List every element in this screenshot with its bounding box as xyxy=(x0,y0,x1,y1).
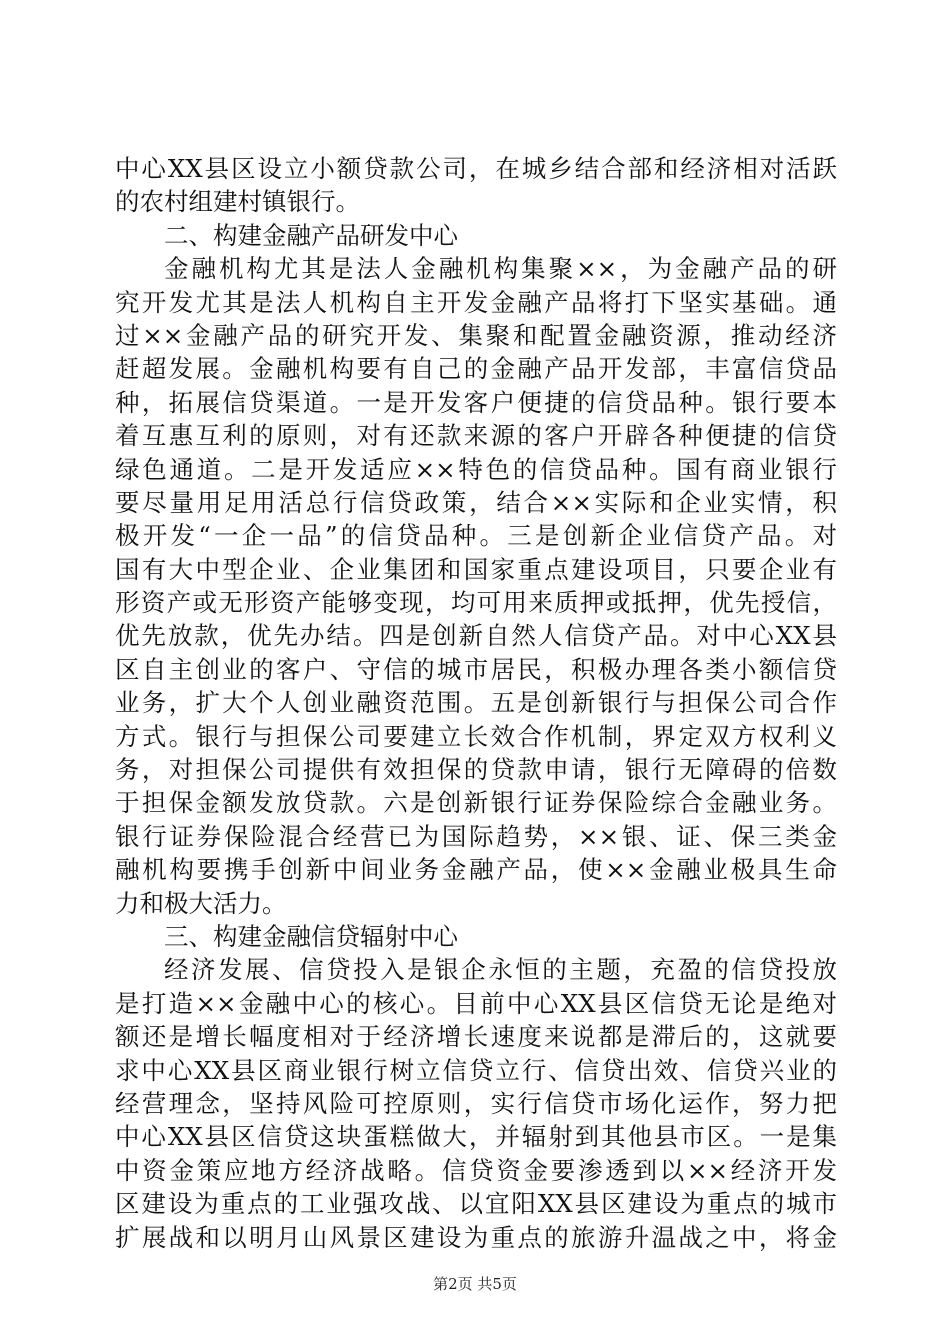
text-line: 额还是增长幅度相对于经济增长速度来说都是滞后的，这就要 xyxy=(115,1022,837,1052)
text-line: 经济发展、信贷投入是银企永恒的主题，充盈的信贷投放 xyxy=(164,955,837,985)
text-line: 于担保金额发放贷款。六是创新银行证券保险综合金融业务。 xyxy=(115,788,837,818)
text-line: 求中心XX县区商业银行树立信贷立行、信贷出效、信贷兴业的 xyxy=(115,1055,837,1085)
text-line: 经营理念，坚持风险可控原则，实行信贷市场化运作，努力把 xyxy=(115,1088,837,1118)
text-line: 融机构要携手创新中间业务金融产品，使××金融业极具生命 xyxy=(115,855,837,885)
text-line: 着互惠互利的原则，对有还款来源的客户开辟各种便捷的信贷 xyxy=(115,421,837,451)
section-heading: 三、构建金融信贷辐射中心 xyxy=(164,921,458,951)
text-line: 赶超发展。金融机构要有自己的金融产品开发部，丰富信贷品 xyxy=(115,354,837,384)
text-line: 的农村组建村镇银行。 xyxy=(115,187,360,217)
text-line: 形资产或无形资产能够变现，均可用来质押或抵押，优先授信， xyxy=(115,588,837,618)
text-line: 业务，扩大个人创业融资范围。五是创新银行与担保公司合作 xyxy=(115,688,837,718)
text-line: 绿色通道。二是开发适应××特色的信贷品种。国有商业银行 xyxy=(115,454,837,484)
text-line: 要尽量用足用活总行信贷政策，结合××实际和企业实情，积 xyxy=(115,487,837,517)
text-line: 优先放款，优先办结。四是创新自然人信贷产品。对中心XX县 xyxy=(115,621,837,651)
document-body xyxy=(115,152,837,1254)
text-line: 务，对担保公司提供有效担保的贷款申请，银行无障碍的倍数 xyxy=(115,755,837,785)
section-heading: 二、构建金融产品研发中心 xyxy=(164,220,458,250)
text-line: 区自主创业的客户、守信的城市居民，积极办理各类小额信贷 xyxy=(115,654,837,684)
text-line: 区建设为重点的工业强攻战、以宜阳XX县区建设为重点的城市 xyxy=(115,1189,837,1219)
text-line: 中资金策应地方经济战略。信贷资金要渗透到以××经济开发 xyxy=(115,1155,837,1185)
text-line: 扩展战和以明月山风景区建设为重点的旅游升温战之中，将金 xyxy=(115,1222,837,1252)
text-line: 是打造××金融中心的核心。目前中心XX县区信贷无论是绝对 xyxy=(115,988,837,1018)
page-number-footer: 第2页 共5页 xyxy=(433,1275,517,1293)
text-line: 过××金融产品的研究开发、集聚和配置金融资源，推动经济 xyxy=(115,320,837,350)
text-line: 力和极大活力。 xyxy=(115,888,287,918)
text-line: 究开发尤其是法人机构自主开发金融产品将打下坚实基础。通 xyxy=(115,287,837,317)
text-line: 中心XX县区设立小额贷款公司，在城乡结合部和经济相对活跃 xyxy=(115,154,837,183)
text-line: 银行证券保险混合经营已为国际趋势，××银、证、保三类金 xyxy=(115,821,837,851)
text-line: 金融机构尤其是法人金融机构集聚××，为金融产品的研 xyxy=(164,254,837,284)
text-line: 方式。银行与担保公司要建立长效合作机制，界定双方权利义 xyxy=(115,721,837,751)
text-line: 中心XX县区信贷这块蛋糕做大，并辐射到其他县市区。一是集 xyxy=(115,1122,837,1152)
text-line: 国有大中型企业、企业集团和国家重点建设项目，只要企业有 xyxy=(115,554,837,584)
text-line: 极开发“一企一品”的信贷品种。三是创新企业信贷产品。对 xyxy=(115,521,837,551)
text-line: 种，拓展信贷渠道。一是开发客户便捷的信贷品种。银行要本 xyxy=(115,387,837,417)
